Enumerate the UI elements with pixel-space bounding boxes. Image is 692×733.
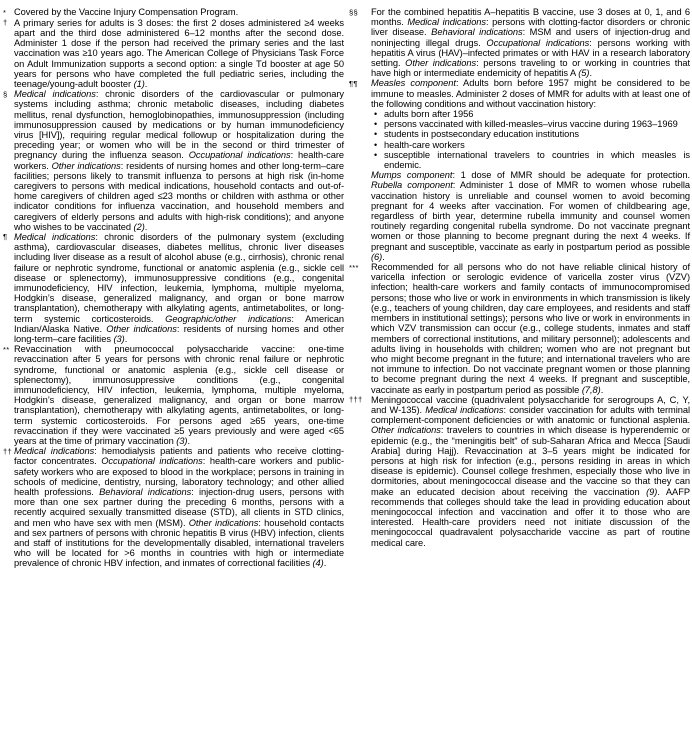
footnote-vaccine-injury-compensation: [3, 7, 344, 18]
footnote-text: [14, 344, 344, 446]
footnote-marker: **: [3, 344, 10, 354]
list-item-text: students in postsecondary education institutions: [384, 129, 580, 140]
footnote-marker: *: [3, 7, 7, 17]
footnote-text: [371, 7, 690, 78]
bullet-dot-icon: •: [374, 109, 378, 120]
bullet-list: [371, 109, 690, 170]
footnote-td-primary-series: [3, 18, 344, 89]
footnote-marker: ¶¶: [349, 78, 358, 88]
footnote-pneumococcal-indications: [3, 232, 344, 344]
footnote-paragraph: Medical indications: hemodialysis patients and patients who receive clotting-factor concentrates. Occupational indications: health-care workers and public-safety workers who are exposed to blood in the workplace; persons in training in schools of medicine, dentistry, nursing, laboratory technology; and other allied health professions. Behavioral indications: injection-drug users, persons with more than one sex partner during the preceding 6 months, persons with a recently acquired sexually transmitted disease (STD), all clients in STD clinics, and men who have sex with men (MSM). Other indications: household contacts and sex partners of persons with chronic hepatitis B virus (HBV) infection, clients and staff of institutions for the developmentally disabled, international travelers who will be located for >6 months in countries with high or intermediate prevalence of chronic HBV infection, and inmates of correctional facilities (4).: [14, 446, 345, 569]
footnote-paragraph: For the combined hepatitis A–hepatitis B vaccine, use 3 doses at 0, 1, and 6 months. Medical indications: persons with clotting-factor disorders or chronic liver disease. Behavioral indications: MSM and users of injection-drug and noninjecting illegal drugs. Occupational indications: persons working with hepatitis A virus (HAV)–infected primates or with HAV in a research laboratory setting. Other indications: persons traveling to or working in countries that have high or intermediate endemicity of hepatitis A (5).: [371, 7, 691, 79]
right-column: [349, 7, 690, 548]
footnote-mmr-components: [349, 78, 690, 262]
footnote-text: [14, 232, 344, 344]
footnote-text: [371, 262, 690, 395]
footnote-text: [371, 395, 690, 548]
footnote-meningococcal-vaccine: [349, 395, 690, 548]
footnote-paragraph: Revaccination with pneumococcal polysaccharide vaccine: one-time revaccination after 5 years for persons with chronic renal failure or nephrotic syndrome, functional or anatomic asplenia (e.g., sickle cell disease or splenectomy), immunosuppressive conditions (e.g., congenital immunodeficiency, HIV infection, leukemia, lymphoma, multiple myeloma, Hodgkin’s disease, generalized malignancy, and organ or bone marrow transplantation), chemotherapy with alkylating agents, antimetabolites, or long-term systemic corticosteroids. For persons aged ≥65 years, one-time revaccination if they were vaccinated ≥5 years previously and were aged <65 years at the time of primary vaccination (3).: [14, 344, 344, 447]
footnote-paragraph: Mumps component: 1 dose of MMR should be adequate for protection. Rubella component: Administer 1 dose of MMR to women whose rubella vaccination history is unreliable and counsel women to avoid becoming pregnant for 4 weeks after vaccination. For women of childbearing age, regardless of birth year, determine rubella immunity and counsel women routinely regarding congenital rubella syndrome. Do not vaccinate pregnant women or those planning to become pregnant during the next 4 weeks. If pregnant and susceptible, vaccinate as early in postpartum period as possible (6).: [371, 170, 690, 262]
footnote-paragraph: Covered by the Vaccine Injury Compensation Program.: [14, 7, 239, 17]
footnote-text: [14, 7, 344, 17]
footnote-hepatitis-a-b-combined: [349, 7, 690, 78]
list-item-text: health-care workers: [384, 139, 465, 150]
footnote-paragraph: A primary series for adults is 3 doses: the first 2 doses administered ≥4 weeks apart and the third dose administered 6–12 months after the second dose. Administer 1 dose if the person had received the primary series and the last vaccination was ≥10 years ago. The American College of Physicians Task Force on Adult Immunization supports a second option: a single Td booster at age 50 years for persons who have completed the full pediatric series, including the teenage/young-adult booster (1).: [14, 17, 344, 89]
footnote-varicella-indications: [349, 262, 690, 395]
footnote-text: [14, 89, 344, 232]
left-column: [3, 7, 344, 569]
bullet-dot-icon: •: [374, 149, 378, 160]
list-item: [371, 150, 690, 170]
bullet-dot-icon: •: [374, 119, 378, 130]
footnote-paragraph: Recommended for all persons who do not have reliable clinical history of varicella infection or serologic evidence of varicella zoster virus (VZV) infection; health-care workers and family contacts of immunocompromised persons; those who live or work in environments in which transmission is likely (e.g., teachers of young children, day care employees, and residents and staff members in institutional settings); persons who live or work in environments in which VZV transmission can occur (e.g., college students, inmates and staff members of correctional institutions, and military personnel); adolescents and adults living in households with children; women who are not pregnant but who might become pregnant in the future; and international travelers who are not immune to infection. Do not vaccinate pregnant women or those planning to become pregnant during the next 4 weeks. If pregnant and susceptible, vaccinate as early in postpartum period as possible (7,8).: [371, 262, 690, 395]
footnote-marker: ¶: [3, 232, 8, 242]
footnote-pneumococcal-revaccination: [3, 344, 344, 446]
footnote-text: [371, 78, 690, 262]
bullet-dot-icon: •: [374, 129, 378, 140]
list-item: [371, 119, 690, 129]
footnote-hepatitis-b-indications: [3, 446, 344, 568]
list-item: [371, 129, 690, 139]
footnote-marker: †††: [349, 395, 363, 405]
footnote-marker: ***: [349, 262, 359, 272]
bullet-dot-icon: •: [374, 139, 378, 150]
list-item-text: adults born after 1956: [384, 109, 474, 120]
list-item-text: persons vaccinated with killed-measles–virus vaccine during 1963–1969: [384, 119, 678, 130]
footnote-text: [14, 446, 344, 568]
list-item: [371, 109, 690, 119]
footnote-paragraph: Measles component: Adults born before 1957 might be considered to be immune to measles. Administer 2 doses of MMR for adults with at least one of the following conditions and without vaccination history:: [371, 78, 690, 109]
footnote-paragraph: Medical indications: chronic disorders of the cardiovascular or pulmonary systems including asthma; chronic metabolic diseases, including diabetes mellitus, renal dysfunction, hemoglobinopathies, immunosuppression (including immunosuppression caused by medications or by human immunodeficiency virus [HIV]), requiring regular medical followup or hospitalization during the preceding year; or women who will be in the second or third trimester of pregnancy during the influenza season. Occupational indications: health-care workers. Other indications: residents of nursing homes and other long-term–care facilities; persons likely to transmit influenza to persons at high risk (in-home caregivers to persons with medical indications, household contacts and out-of-home caregivers of children aged ≤23 months or children with asthma or other indicator conditions for influenza vaccination, and household members and caregivers of elderly persons and adults with high-risk conditions); and anyone who wishes to be vaccinated (2).: [14, 89, 345, 232]
footnote-paragraph: Medical indications: chronic disorders of the pulmonary system (excluding asthma), cardiovascular diseases, diabetes mellitus, chronic liver diseases including liver disease as a result of alcohol abuse (e.g., cirrhosis), chronic renal failure or nephrotic syndrome, functional or anatomic asplenia (e.g., sickle cell disease or splenectomy), immunosuppressive conditions (e.g., congenital immunodeficiency, HIV infection, leukemia, lymphoma, multiple myeloma, Hodgkin’s disease, generalized malignancy, and organ or bone marrow transplantation), chemotherapy with alkylating agents, antimetabolites, or long-term systemic corticosteroids. Geographic/other indications: American Indian/Alaska Native. Other indications: residents of nursing homes and other long-term–care facilities (3).: [14, 231, 345, 344]
footnote-paragraph: Meningococcal vaccine (quadrivalent polysaccharide for serogroups A, C, Y, and W-135). Medical indications: consider vaccination for adults with terminal complement-component deficiencies or with anatomic or functional asplenia. Other indications: travelers to countries in which disease is hyperendemic or epidemic (e.g., the “meningitis belt” of sub-Saharan Africa and Mecca [Saudi Arabia] during Hajj). Revaccination at 3–5 years might be indicated for persons at high risk for infection (e.g., persons residing in areas in which disease is epidemic). Counsel college freshmen, especially those who live in dormitories, about meningococcal disease and the vaccine so that they can make an educated decision about receiving the vaccination (9). AAFP recommends that colleges should take the lead in providing education about meningococcal infection and vaccination and offer it to those who are interested. Health-care providers need not initiate discussion of the meningococcal quadravalent polysaccharide vaccine as part of routine medical care.: [371, 394, 690, 548]
footnote-marker: †: [3, 18, 8, 28]
list-item-text: susceptible international travelers to countries in which measles is endemic.: [384, 149, 690, 171]
footnote-marker: ††: [3, 446, 13, 456]
list-item: [371, 140, 690, 150]
footnote-marker: §: [3, 89, 8, 99]
footnote-text: [14, 18, 344, 89]
footnote-marker: §§: [349, 7, 359, 17]
footnote-influenza-indications: [3, 89, 344, 232]
